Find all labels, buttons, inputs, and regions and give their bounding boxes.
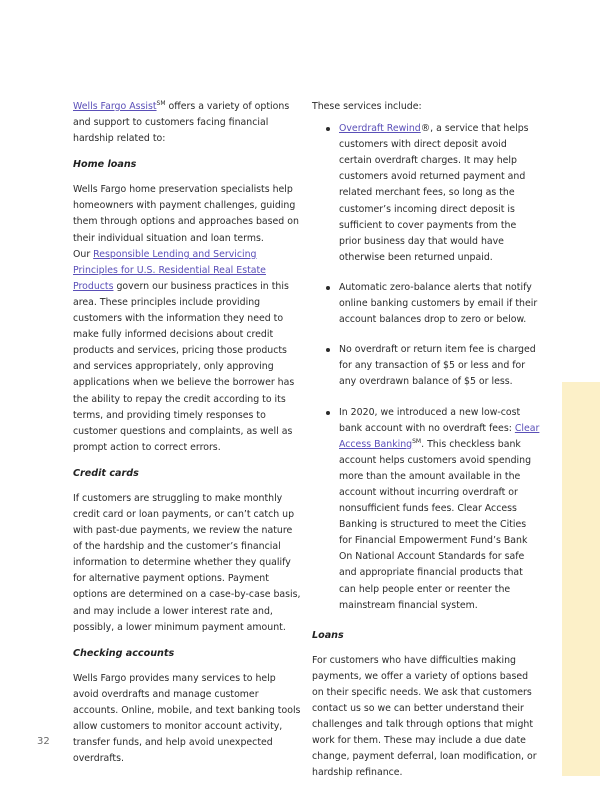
clear-access-text: . This checkless bank account helps customers avoid spending more than the amount available in the account without incurring overdraft or nonsufficient funds fees. Clear Access Banking is structured to meet the Cities for Financial Empowerment Fund’s Bank On National Account Standards for safe and appropriate financial products that can help people enter or reenter the mainstream financial system. [339, 438, 532, 611]
loans-heading: Loans [312, 629, 344, 641]
overdraft-rewind-link[interactable]: Overdraft Rewind [339, 123, 421, 135]
clear-access-banking-link[interactable]: Clear Access Banking [339, 422, 540, 450]
credit-cards-paragraph: If customers are struggling to make monthly credit card or loan payments, or can’t catch up with past-due payments, we review the nature of the hardship and the customer’s financial information to determine whether they qualify for alternative payment options. Payment options are determined on a case-by-case basis, and may include a lower interest rate and, possibly, a lower minimum payment amount. [73, 492, 301, 633]
registered-mark: ® [420, 123, 431, 135]
list-item-clear-access-banking [312, 405, 540, 614]
list-item-no-overdraft-fee: No overdraft or return item fee is charged for any transaction of $5 or less and for any overdrawn balance of $5 or less. [312, 342, 540, 390]
credit-cards-heading: Credit cards [73, 467, 139, 479]
responsible-lending-link[interactable]: Responsible Lending and Servicing Principles for U.S. Residential Real Estate Products [73, 248, 266, 292]
wells-fargo-assist-link[interactable]: Wells Fargo Assist [73, 101, 157, 112]
right-column [312, 99, 540, 791]
home-loans-paragraph-2 [73, 247, 301, 456]
service-mark: SM [412, 437, 422, 445]
services-list [312, 121, 540, 614]
home-loans-heading: Home loans [73, 159, 137, 171]
list-item-zero-balance-alerts: Automatic zero-balance alerts that notify online banking customers by email if their account balances drop to zero or below. [312, 280, 540, 328]
intro-text: offers a variety of options and support to customers facing financial hardship related to: [73, 101, 290, 145]
decorative-side-band [562, 382, 600, 776]
home-loans-paragraph-1: Wells Fargo home preservation specialists help homeowners with payment challenges, guiding them through options and approaches based on their individual situation and loan terms. [73, 184, 299, 244]
page-number: 32 [37, 736, 50, 747]
services-intro: These services include: [312, 101, 422, 112]
checking-accounts-paragraph: Wells Fargo provides many services to help avoid overdrafts and manage customer accounts. Online, mobile, and text banking tools allow customers to monitor account activity, transfer funds, and help avoid unexpected overdrafts. [73, 672, 301, 765]
loans-paragraph: For customers who have difficulties making payments, we offer a variety of options based on their specific needs. We ask that customers contact us so we can better understand their challenges and talk through options that might work for them. These may include a due date change, payment deferral, loan modification, or hardship refinance. [312, 654, 537, 779]
wells-fargo-assist-intro [73, 99, 301, 147]
overdraft-rewind-text: , a service that helps customers with direct deposit avoid certain overdraft charges. It may help customers avoid returned payment and related merchant fees, so long as the customer’s incoming direct deposit is sufficient to cover payments from the prior business day that would have otherwise been returned unpaid. [339, 123, 529, 263]
list-item-overdraft-rewind [312, 121, 540, 266]
left-column [73, 99, 301, 777]
service-mark: SM [156, 100, 166, 107]
checking-accounts-heading: Checking accounts [73, 647, 175, 659]
clear-access-prefix: In 2020, we introduced a new low-cost bank account with no overdraft fees: [339, 406, 521, 434]
home-loans-p2-text: govern our business practices in this area. These principles include providing customers with the information they need to make fully informed decisions about credit products and services, pricing those products and services appropriately, only approving applications when we believe the borrower has the ability to repay the credit according to its terms, and providing timely responses to customer questions and complaints, as well as prompt action to correct errors. [73, 280, 295, 453]
home-loans-p2-prefix: Our [73, 248, 94, 260]
